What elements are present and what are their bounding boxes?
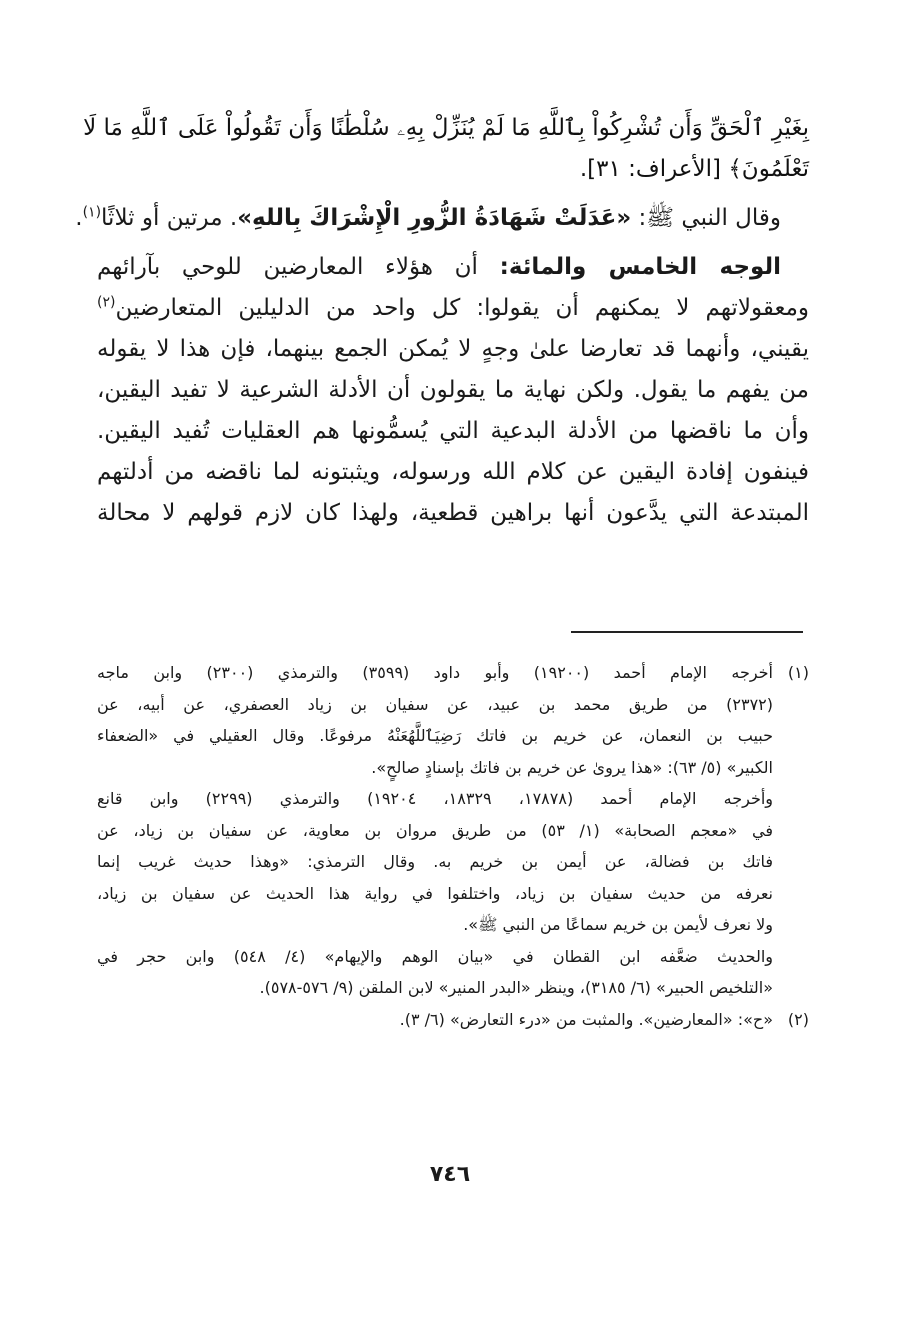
footnote-1-line-1 bbox=[97, 657, 809, 689]
hadith-end: . bbox=[75, 205, 83, 231]
page-number: ٧٤٦ bbox=[429, 1162, 471, 1187]
paragraph-line-6: فينفون إفادة اليقين عن كلام الله ورسوله، ويثبتونه لما ناقضه من أدلتهم bbox=[97, 459, 809, 485]
footnote-1-line-3: حبيب بن النعمان، عن خريم بن فاتك رَضِيَٱللَّهُعَنْهُ مرفوعًا. وقال العقيلي في «الضعفاء bbox=[97, 726, 773, 745]
paragraph-line-5: وأن ما ناقضها من الأدلة البدعية التي يُسمُّونها هم العقليات تُفيد اليقين. bbox=[97, 418, 809, 444]
footnote-1-line-9: ولا نعرف لأيمن بن خريم سماعًا من النبي ﷺ». bbox=[463, 915, 773, 934]
verse-end: تَعْلَمُونَ﴾ bbox=[728, 156, 809, 182]
footnote-2-number: (٢) bbox=[787, 1009, 809, 1029]
footnote-1-line-7: فاتك بن فضالة، عن أيمن بن خريم به. وقال الترمذي: «وهذا حديث غريب إنما bbox=[97, 852, 773, 871]
main-text bbox=[75, 108, 809, 534]
paragraph-line-3: يقيني، وأنهما قد تعارضا علىٰ وجهٍ لا يُمكن الجمع بينهما، فإن هذا لا يقوله bbox=[97, 336, 809, 362]
verse-line-1: بِغَيْرِ ٱلْحَقِّ وَأَن تُشْرِكُواْ بِٱللَّهِ مَا لَمْ يُنَزِّلْ بِهِۦ سُلْطَٰنًا وَأَن تَقُولُواْ عَلَى ٱللَّهِ مَا لَا bbox=[83, 115, 809, 141]
hadith-line bbox=[75, 198, 809, 239]
paragraph-line-4: من يفهم ما يقول. ولكن نهاية ما يقولون أن الأدلة الشرعية لا تفيد اليقين، bbox=[97, 377, 809, 403]
footnote-1-text-1: أخرجه الإمام أحمد (١٩٢٠٠) وأبو داود (٣٥٩٩) والترمذي (٢٣٠٠) وابن ماجه bbox=[97, 663, 774, 682]
line1-rest: أن هؤلاء المعارضين للوحي بآرائهم bbox=[97, 254, 500, 280]
footnote-1-line-8: نعرفه من حديث سفيان بن زياد، واختلفوا في رواية هذا الحديث عن سفيان بن زياد، bbox=[97, 883, 773, 903]
paragraph-line-2 bbox=[97, 288, 809, 329]
hadith-after: . مرتين أو ثلاثًا bbox=[101, 205, 238, 231]
footnote-divider bbox=[571, 631, 803, 633]
footnote-1-line-11: «التلخيص الحبير» (٦/ ٣١٨٥)، وينظر «البدر المنير» لابن الملقن (٩/ ٥٧٦-٥٧٨). bbox=[259, 978, 773, 997]
footnote-1-number: (١) bbox=[787, 663, 810, 682]
footnote-2-text: «ح»: «المعارضين». والمثبت من «درء التعارض» (٦/ ٣). bbox=[399, 1009, 773, 1029]
verse-line-2 bbox=[97, 149, 809, 190]
hadith-intro: وقال النبي ﷺ: bbox=[631, 205, 781, 231]
footnote-2-line-1 bbox=[97, 1004, 809, 1036]
footnote-1-line-10: والحديث ضعَّفه ابن القطان في «بيان الوهم والإيهام» (٤/ ٥٤٨) وابن حجر في bbox=[97, 946, 773, 966]
section-title: الوجه الخامس والمائة: bbox=[499, 254, 781, 280]
hadith-text: «عَدَلَتْ شَهَادَةُ الزُّورِ الْإِشْرَاكَ بِاللهِ» bbox=[237, 205, 632, 231]
footnote-1-line-4: الكبير» (٥/ ٦٣): «هذا يروىٰ عن خريم بن فاتك بإسنادٍ صالحٍ». bbox=[371, 757, 773, 777]
verse-reference: [الأعراف: ٣١]. bbox=[579, 156, 729, 182]
paragraph-line-1 bbox=[97, 247, 809, 288]
footnote-marker-2[interactable]: (٢) bbox=[97, 294, 116, 311]
footnote-1-line-2: (٢٣٧٢) من طريق محمد بن عبيد، عن سفيان بن زياد العصفري، عن أبيه، عن bbox=[97, 694, 773, 714]
footnote-1-line-5: وأخرجه الإمام أحمد (١٧٨٧٨، ١٨٣٢٩، ١٩٢٠٤) والترمذي (٢٢٩٩) وابن قانع bbox=[97, 789, 774, 808]
line2-text: ومعقولاتهم لا يمكنهم أن يقولوا: كل واحد من الدليلين المتعارضين bbox=[115, 295, 809, 321]
paragraph-line-7: المبتدعة التي يدَّعون أنها براهين قطعية، ولهذا كان لازم قولهم لا محالة bbox=[97, 500, 809, 526]
footnote-marker-1[interactable]: (١) bbox=[82, 204, 102, 221]
footnotes bbox=[97, 657, 809, 1035]
footnote-1-line-6: في «معجم الصحابة» (١/ ٥٣) من طريق مروان بن معاوية، عن سفيان بن زياد، عن bbox=[97, 820, 773, 840]
